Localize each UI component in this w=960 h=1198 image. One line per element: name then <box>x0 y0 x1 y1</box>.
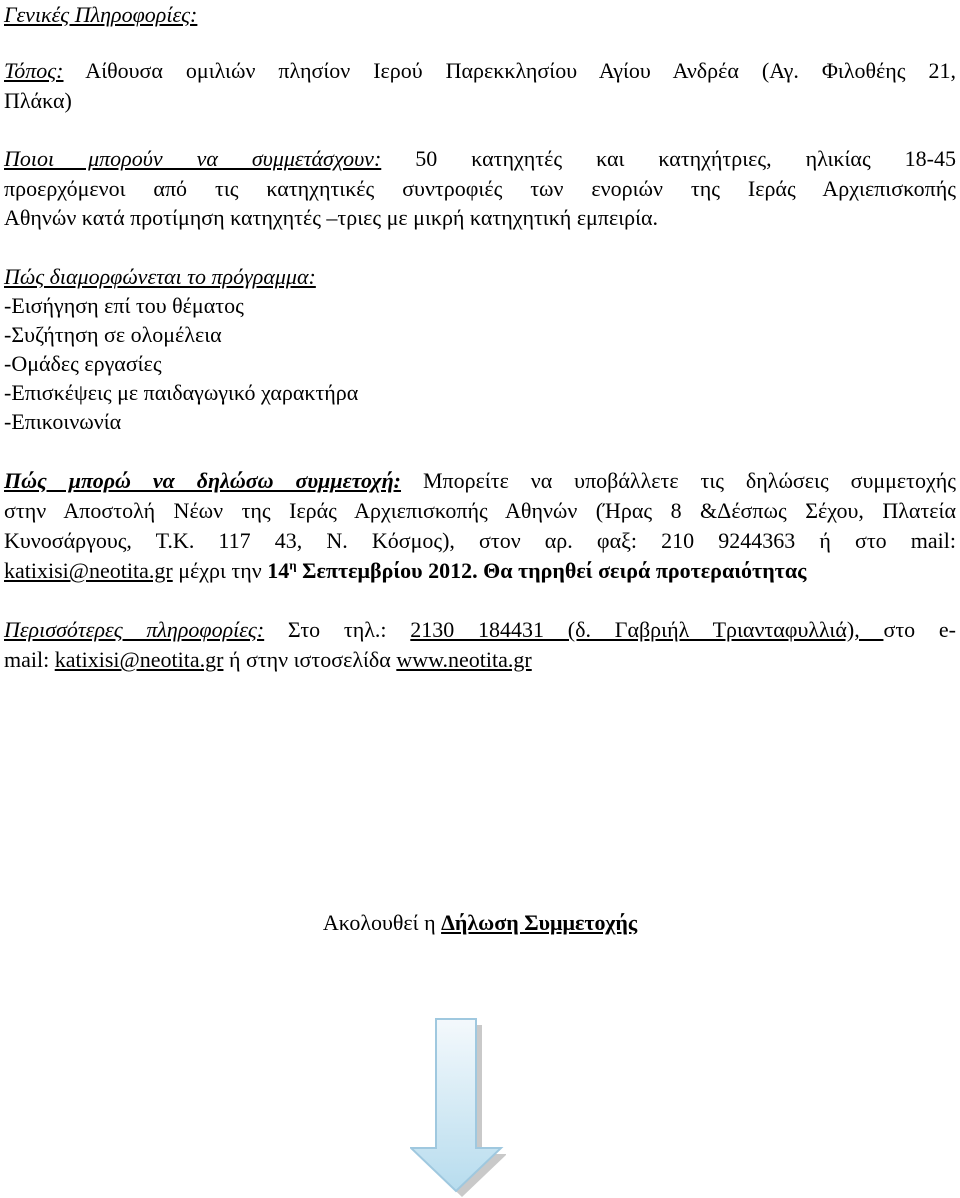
program-heading: Πώς διαμορφώνεται το πρόγραμμα: <box>4 264 316 289</box>
program-item: -Εισήγηση επί του θέματος <box>4 293 244 318</box>
participants-line-3: Αθηνών κατά προτίμηση κατηχητές –τριες με μικρή κατηχητική εμπειρία. <box>4 205 659 230</box>
program-item: -Επικοινωνία <box>4 409 122 434</box>
place-line-1 <box>4 56 956 86</box>
more-info-email-prefix: στο e- <box>883 617 956 642</box>
participation-form-link[interactable]: Δήλωση Συμμετοχής <box>441 910 638 935</box>
place-label: Τόπος: <box>4 58 64 83</box>
register-line-1 <box>4 466 956 496</box>
follows-line <box>0 908 960 938</box>
down-arrow-icon <box>410 1018 506 1198</box>
place-text-1: Αίθουσα ομιλιών πλησίον Ιερού Παρεκκλησίου Αγίου Ανδρέα (Αγ. Φιλοθέης 21, <box>63 58 956 83</box>
more-info-label: Περισσότερες πληροφορίες: <box>4 617 265 642</box>
participants-line-1 <box>4 144 956 174</box>
deadline-day: 14 <box>267 558 290 583</box>
website-link[interactable]: www.neotita.gr <box>396 647 532 672</box>
more-info-phone: 2130 184431 (δ. Γαβριήλ Τριανταφυλλιά), <box>410 617 884 642</box>
more-info-phone-prefix: Στο τηλ.: <box>264 617 411 642</box>
place-line-2: Πλάκα) <box>4 88 72 113</box>
register-email-link[interactable]: katixisi@neotita.gr <box>4 558 173 583</box>
more-info-site-prefix: ή στην ιστοσελίδα <box>223 647 397 672</box>
follows-text: Ακολουθεί η <box>322 910 442 935</box>
register-line-2: στην Αποστολή Νέων της Ιεράς Αρχιεπισκοπής Αθηνών (Ήρας 8 &Δέσπως Σέχου, Πλατεία <box>4 498 956 523</box>
deadline-month-year: Σεπτεμβρίου 2012. <box>296 558 478 583</box>
participants-label: Ποιοι μπορούν να συμμετάσχουν: <box>4 146 382 171</box>
register-until: μέχρι την <box>172 558 268 583</box>
register-line-4 <box>4 556 806 586</box>
more-info-line-1 <box>4 615 956 645</box>
participants-line-2: προερχόμενοι από τις κατηχητικές συντροφιές των ενοριών της Ιεράς Αρχιεπισκοπής <box>4 176 956 201</box>
program-item: -Ομάδες εργασίες <box>4 351 162 376</box>
more-info-email-link[interactable]: katixisi@neotita.gr <box>54 647 224 672</box>
more-info-mail-prefix: mail: <box>4 647 55 672</box>
priority-note: Θα τηρηθεί σειρά προτεραιότητας <box>477 558 807 583</box>
participants-text-1: 50 κατηχητές και κατηχήτριες, ηλικίας 18-45 <box>381 146 956 171</box>
register-line-3: Κυνοσάργους, Τ.Κ. 117 43, Ν. Κόσμος), στον αρ. φαξ: 210 9244363 ή στο mail: <box>4 528 956 553</box>
program-item: -Επισκέψεις με παιδαγωγικό χαρακτήρα <box>4 380 359 405</box>
general-info-heading: Γενικές Πληροφορίες: <box>4 2 198 27</box>
more-info-line-2 <box>4 645 532 675</box>
register-text-1: Μπορείτε να υποβάλλετε τις δηλώσεις συμμετοχής <box>401 468 956 493</box>
program-item: -Συζήτηση σε ολομέλεια <box>4 322 222 347</box>
register-label: Πώς μπορώ να δηλώσω συμμετοχή: <box>4 468 402 493</box>
deadline-day-suffix: η <box>289 557 297 573</box>
